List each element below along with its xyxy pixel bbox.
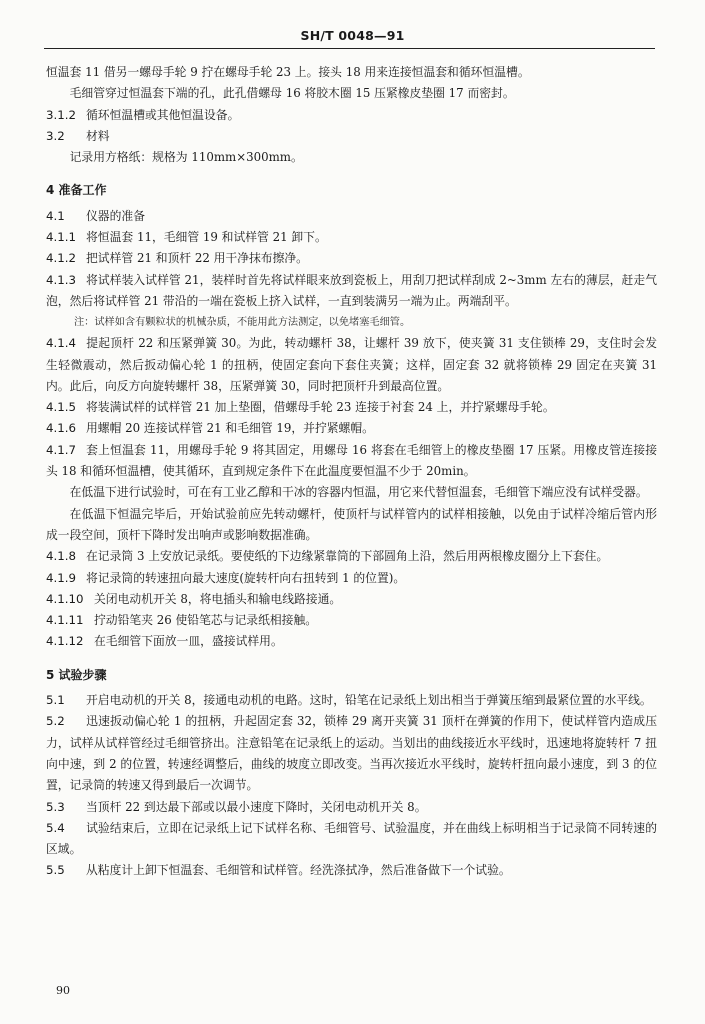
clause-text: 套上恒温套 11，用螺母手轮 9 将其固定，用螺母 16 将套在毛细管上的橡皮垫圈 17 压紧。用橡皮管连接接头 18 和循环恒温槽，使其循环，直到规定条件下在此温度要恒温不少于 20min。 [46,442,657,479]
clause-number: 5.3 [46,799,65,814]
clause-4-1-5 [46,397,657,418]
clause-4-1-4 [46,333,657,397]
clause-4-1-9 [46,568,657,589]
clause-number: 4.1.10 [46,591,84,606]
clause-4-1 [46,206,657,227]
clause-text: 试验结束后，立即在记录纸上记下试样名称、毛细管号、试验温度，并在曲线上标明相当于记录筒不同转速的区域。 [46,820,657,857]
note: 注：试样如含有颗粒状的机械杂质，不能用此方法测定，以免堵塞毛细管。 [74,317,411,329]
clause-4-1-11 [46,610,657,631]
clause-5-3 [46,797,657,818]
clause-number: 5.4 [46,820,65,835]
clause-number: 4.1.9 [46,570,77,585]
clause-text: 关闭电动机开关 8，将电插头和输电线路接通。 [94,591,342,606]
clause-5-5 [46,860,657,881]
clause-number: 4.1.1 [46,230,77,245]
clause-number: 3.2 [46,128,65,143]
clause-number: 4.1.3 [46,272,77,287]
clause-text: 将恒温套 11，毛细管 19 和试样管 21 卸下。 [86,230,327,245]
header-rule [44,48,655,49]
clause-4-1-6 [46,418,657,439]
clause-5-4 [46,818,657,861]
document-standard-number: SH/T 0048—91 [300,28,405,43]
paragraph: 恒温套 11 借另一螺母手轮 9 拧在螺母手轮 23 上。接头 18 用来连接恒温套和循环恒温槽。 [46,65,530,79]
clause-4-1-3 [46,270,657,313]
clause-text: 仪器的准备 [86,208,145,223]
clause-4-1-10 [46,589,657,610]
section-heading-4: 4 准备工作 [46,183,107,198]
clause-number: 4.1.8 [46,549,77,564]
clause-text: 将试样装入试样管 21，装样时首先将试样眼来放到瓷板上，用刮刀把试样刮成 2~3mm 左右的薄层，赶走气泡，然后将试样管 21 带沿的一端在瓷板上挤入试样，一直到装满另一端为止。两端刮平。 [46,272,657,308]
clause-number: 4.1 [46,208,65,223]
clause-number: 4.1.5 [46,400,77,415]
clause-text: 迅速扳动偏心轮 1 的扭柄，升起固定套 32，锁棒 29 离开夹簧 31 顶杆在弹簧的作用下，使试样管内造成压力，试样从试样管经过毛细管挤出。注意铅笔在记录纸上的运动。当划出的曲线接近水平线时，迅速地将旋转杆 7 扭向中速，到 2 的位置，转速经调整后，曲线的坡度立即改变。当再次接近水平线时，旋转杆扭向最小速度，到 3 的位置，记录筒的转速又得到最后一次调节。 [46,714,657,793]
clause-text: 将记录筒的转速扭向最大速度(旋转杆向右扭转到 1 的位置)。 [86,570,406,585]
clause-4-1-2 [46,248,657,269]
clause-3-2 [46,126,657,147]
clause-number: 5.2 [46,714,65,729]
document-body [46,62,657,882]
clause-number: 4.1.7 [46,442,77,457]
clause-5-1 [46,690,657,711]
clause-text: 在记录筒 3 上安放记录纸。要使纸的下边缘紧靠筒的下部圆角上沿，然后用两根橡皮圈分上下套住。 [86,549,609,564]
clause-number: 4.1.2 [46,251,77,266]
clause-4-1-1 [46,227,657,248]
clause-number: 4.1.6 [46,421,77,436]
clause-text: 把试样管 21 和顶杆 22 用干净抹布擦净。 [86,251,308,266]
clause-text: 当顶杆 22 到达最下部或以最小速度下降时，关闭电动机开关 8。 [86,799,427,814]
clause-5-2 [46,711,657,796]
clause-text: 开启电动机的开关 8，接通电动机的电路。这时，铅笔在记录纸上划出相当于弹簧压缩到最紧位置的水平线。 [86,693,652,708]
clause-4-1-12 [46,631,657,652]
clause-text: 在毛细管下面放一皿，盛接试样用。 [94,634,283,649]
clause-number: 4.1.12 [46,634,84,649]
paragraph: 在低温下恒温完毕后，开始试验前应先转动螺杆，使顶杆与试样管内的试样相接触，以免由于试样冷缩后管内形成一段空间，顶杆下降时发出响声或影响数据准确。 [46,506,657,542]
clause-number: 5.5 [46,863,65,878]
clause-text: 将装满试样的试样管 21 加上垫圈，借螺母手轮 23 连接于衬套 24 上，并拧紧螺母手轮。 [86,400,555,415]
page-number: 90 [56,984,70,997]
clause-text: 从粘度计上卸下恒温套、毛细管和试样管。经洗涤拭净，然后准备做下一个试验。 [86,863,511,878]
clause-3-1-2 [46,105,657,126]
clause-4-1-7 [46,440,657,483]
clause-4-1-8 [46,546,657,567]
section-heading-5: 5 试验步骤 [46,667,107,682]
clause-text: 用螺帽 20 连接试样管 21 和毛细管 19，并拧紧螺帽。 [86,421,374,436]
clause-number: 4.1.4 [46,336,77,351]
paragraph: 在低温下进行试验时，可在有工业乙醇和干冰的容器内恒温，用它来代替恒温套，毛细管下端应没有试样受器。 [69,485,648,500]
clause-text: 提起顶杆 22 和压紧弹簧 30。为此，转动螺杆 38，让螺杆 39 放下，使夹簧 31 支住锁棒 29，支住时会发生轻微震动，然后扳动偏心轮 1 的扭柄，使固定套向下套住夹簧；这样，固定套 32 就将锁棒 29 固定在夹簧 31 内。此后，向反方向旋转螺杆 38，压紧弹簧 30，同时把顶杆升到最高位置。 [46,336,657,393]
clause-number: 5.1 [46,693,65,708]
clause-number: 4.1.11 [46,613,84,628]
paragraph: 记录用方格纸：规格为 110mm×300mm。 [69,150,303,165]
clause-number: 3.1.2 [46,107,77,122]
paragraph: 毛细管穿过恒温套下端的孔，此孔借螺母 16 将胶木圈 15 压紧橡皮垫圈 17 而密封。 [69,86,515,101]
clause-text: 材料 [86,128,110,143]
clause-text: 循环恒温槽或其他恒温设备。 [86,107,240,122]
clause-text: 拧动铅笔夹 26 使铅笔芯与记录纸相接触。 [94,613,318,628]
